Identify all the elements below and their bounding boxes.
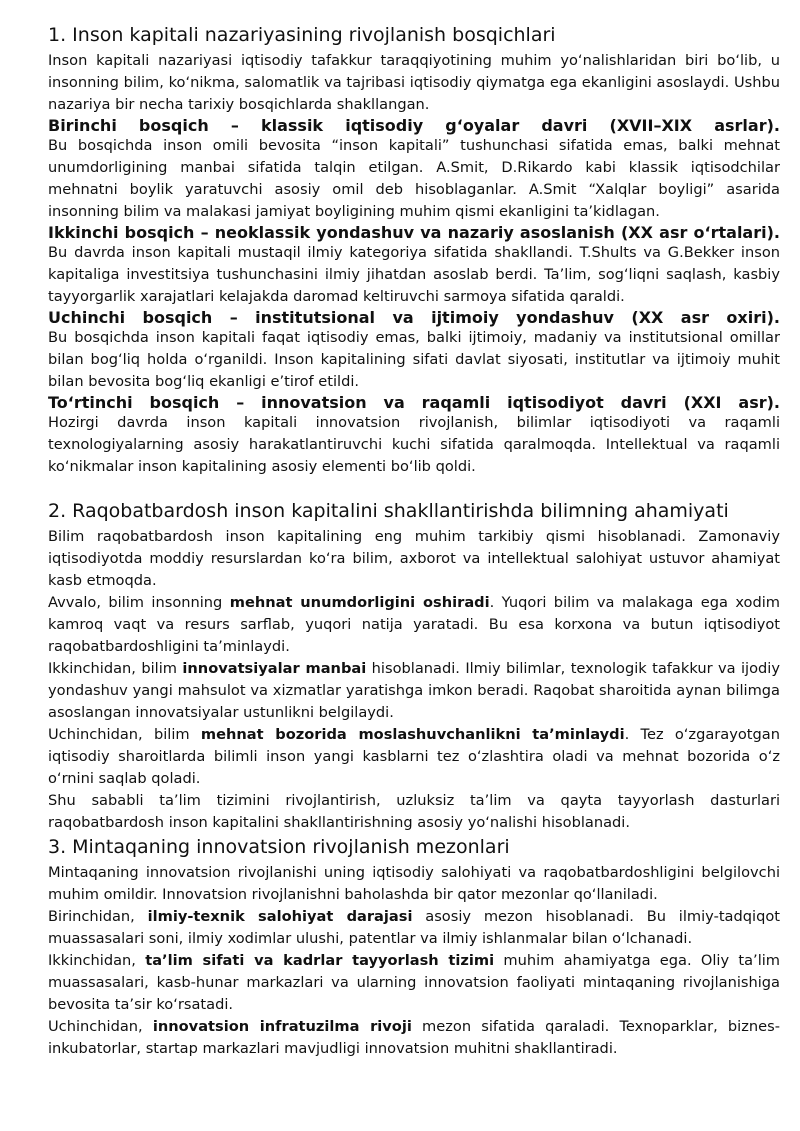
paragraph-text: mezon sifatida qaraladi. Texnoparklar, biznes-inkubatorlar, startap markazlari mavjudligi innovatsion muhitni shakllantiradi. [48, 1018, 780, 1057]
stage-1-title: Birinchi bosqich – klassik iqtisodiy g‘oyalar davri (XVII–XIX asrlar). [48, 116, 780, 135]
paragraph-text: Uchinchidan, bilim [48, 726, 201, 743]
section-1-heading: 1. Inson kapitali nazariyasining rivojlanish bosqichlari [48, 24, 556, 46]
emphasis: mehnat bozorida moslashuvchanlikni ta’minlaydi [200, 726, 625, 743]
emphasis: mehnat unumdorligini oshiradi [229, 594, 490, 611]
paragraph-text: . Yuqori bilim va malakaga ega xodim kamroq vaqt va resurs sarflab, yuqori natija yaratadi. Bu esa korxona va butun iqtisodiyot raqobatbardoshligini ta’minlaydi. [48, 594, 780, 655]
stage-3-title: Uchinchi bosqich – institutsional va ijtimoiy yondashuv (XX asr oxiri). [48, 308, 780, 327]
section-1-intro: Inson kapitali nazariyasi iqtisodiy tafakkur taraqqiyotining muhim yo‘nalishlaridan biri bo‘lib, u insonning bilim, ko‘nikma, salomatlik va tajribasi iqtisodiy qiymatga ega ekanligini asoslaydi. Ushbu nazariya bir necha tarixiy bosqichlarda shakllangan. [48, 52, 780, 113]
section-2-paragraph-2 [48, 658, 780, 724]
paragraph-text: . Tez o‘zgarayotgan iqtisodiy sharoitlarda bilimli inson yangi kasblarni tez o‘zlashtira oladi va mehnat bozorida o‘z o‘rnini saqlab qoladi. [48, 726, 780, 787]
section-2-intro: Bilim raqobatbardosh inson kapitalining eng muhim tarkibiy qismi hisoblanadi. Zamonaviy iqtisodiyotda moddiy resurslardan ko‘ra bilim, axborot va intellektual salohiyat ustuvor ahamiyat kasb etmoqda. [48, 528, 780, 589]
section-2-paragraph-1 [48, 592, 780, 658]
paragraph-text: Avvalo, bilim insonning [48, 594, 230, 611]
stage-3-text: Bu bosqichda inson kapitali faqat iqtisodiy emas, balki ijtimoiy, madaniy va institutsional omillar bilan bog‘liq holda o‘rganildi. Inson kapitalining sifati davlat siyosati, institutlar va ijtimoiy muhit bilan bevosita bog‘liq ekanligi e’tirof etildi. [48, 329, 780, 390]
emphasis: ta’lim sifati va kadrlar tayyorlash tizimi [145, 952, 495, 969]
section-3-heading: 3. Mintaqaning innovatsion rivojlanish mezonlari [48, 836, 510, 858]
stage-4-title: To‘rtinchi bosqich – innovatsion va raqamli iqtisodiyot davri (XXI asr). [48, 393, 780, 412]
stage-1-text: Bu bosqichda inson omili bevosita “inson kapitali” tushunchasi sifatida emas, balki mehnat unumdorligining manbai sifatida talqin etilgan. A.Smit, D.Rikardo kabi klassik iqtisodchilar mehnatni boylik yaratuvchi asosiy omil deb hisoblaganlar. A.Smit “Xalqlar boyligi” asarida insonning bilim va malakasi jamiyat boyligining muhim qismi ekanligini ta’kidlagan. [48, 137, 780, 220]
stage-2-title: Ikkinchi bosqich – neoklassik yondashuv va nazariy asoslanish (XX asr o‘rtalari). [48, 223, 780, 242]
stage-2-text: Bu davrda inson kapitali mustaqil ilmiy kategoriya sifatida shakllandi. T.Shults va G.Bekker inson kapitaliga investitsiya tushunchasini ilmiy jihatdan asoslab berdi. Ta’lim, sog‘liqni saqlash, kasbiy tayyorgarlik xarajatlari kelajakda daromad keltiruvchi sarmoya sifatida qaraldi. [48, 244, 780, 305]
paragraph-text: Uchinchidan, [48, 1018, 153, 1035]
section-2-paragraph-3 [48, 724, 780, 790]
section-2-heading: 2. Raqobatbardosh inson kapitalini shakllantirishda bilimning ahamiyati [48, 500, 729, 522]
paragraph-text: hisoblanadi. Ilmiy bilimlar, texnologik tafakkur va ijodiy yondashuv yangi mahsulot va xizmatlar yaratishga imkon beradi. Raqobat sharoitida aynan bilimga asoslangan innovatsiyalar ustunlikni belgilaydi. [48, 660, 780, 721]
section-3-paragraph-1 [48, 906, 780, 950]
paragraph-text: Birinchidan, [48, 908, 148, 925]
section-3-paragraph-2 [48, 950, 780, 1016]
paragraph-text: Ikkinchidan, bilim [48, 660, 183, 677]
paragraph-text: Ikkinchidan, [48, 952, 146, 969]
paragraph-text: muhim ahamiyatga ega. Oliy ta’lim muassasalari, kasb-hunar markazlari va ularning innovatsion faoliyati mintaqaning rivojlanishiga bevosita ta’sir ko‘rsatadi. [48, 952, 781, 1013]
section-3-intro: Mintaqaning innovatsion rivojlanishi uning iqtisodiy salohiyati va raqobatbardoshligini belgilovchi muhim omildir. Innovatsion rivojlanishni baholashda bir qator mezonlar qo‘llaniladi. [48, 864, 780, 903]
section-2-conclusion: Shu sababli ta’lim tizimini rivojlantirish, uzluksiz ta’lim va qayta tayyorlash dasturlari raqobatbardosh inson kapitalini shakllantirishning asosiy yo‘nalishi hisoblanadi. [48, 792, 780, 831]
emphasis: ilmiy-texnik salohiyat darajasi [147, 908, 413, 925]
emphasis: innovatsiyalar manbai [182, 660, 367, 677]
section-3-paragraph-3 [48, 1016, 780, 1060]
paragraph-text: asosiy mezon hisoblanadi. Bu ilmiy-tadqiqot muassasalari soni, ilmiy xodimlar ulushi, patentlar va ilmiy ishlanmalar bilan o‘lchanadi. [48, 908, 780, 947]
stage-4-text: Hozirgi davrda inson kapitali innovatsion rivojlanish, bilimlar iqtisodiyoti va raqamli texnologiyalarning asosiy harakatlantiruvchi kuchi sifatida qaralmoqda. Intellektual va raqamli ko‘nikmalar inson kapitalining asosiy elementi bo‘lib qoldi. [48, 414, 780, 475]
emphasis: innovatsion infratuzilma rivoji [152, 1018, 412, 1035]
